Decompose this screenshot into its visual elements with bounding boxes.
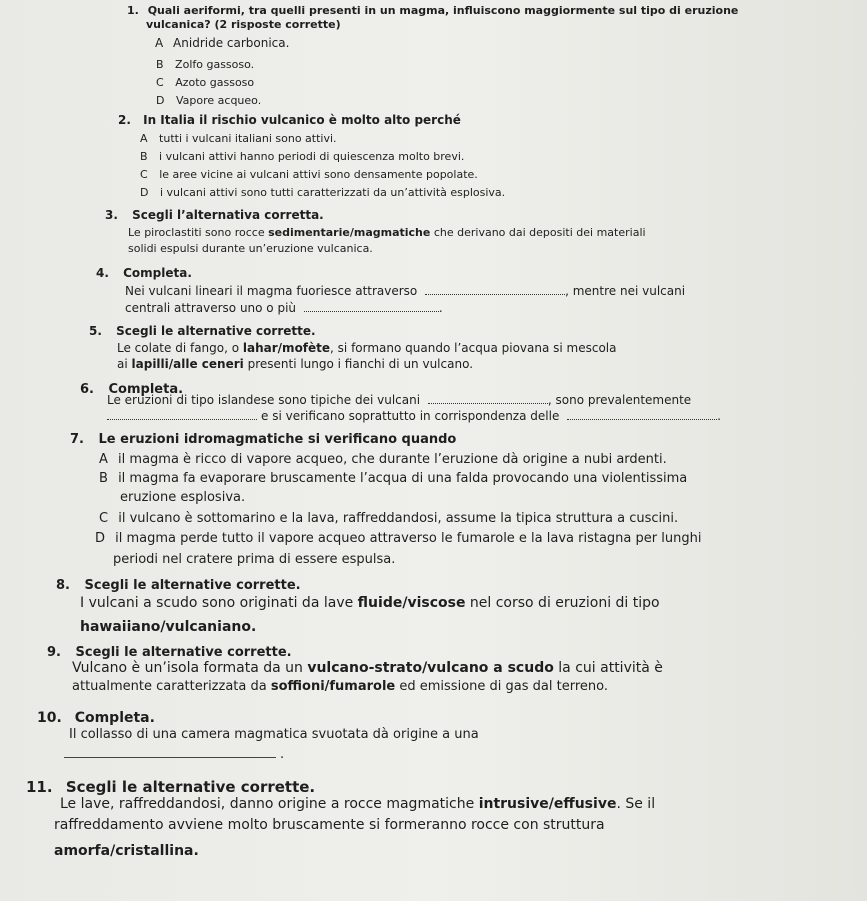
q7-option-b[interactable] <box>99 472 687 485</box>
option-letter: C <box>140 168 148 181</box>
option-letter: C <box>156 76 164 89</box>
q6-text: Completa. <box>108 382 184 397</box>
q9-number: 9. <box>47 645 61 660</box>
q9-body-text: attualmente caratterizzata da <box>72 679 271 694</box>
option-text: i vulcani attivi sono tutti caratterizzati da un’attività esplosiva. <box>159 186 506 199</box>
q6-body-text: e si verificano soprattutto in corrispondenza delle <box>261 409 560 423</box>
q1-option-c[interactable] <box>156 77 254 88</box>
q3-text: Scegli l’alternativa corretta. <box>132 208 324 222</box>
q8-choice-hawaiiano-vulcaniano[interactable]: hawaiiano/vulcaniano. <box>80 619 257 635</box>
q6-body-line1 <box>107 393 691 406</box>
q1-header <box>127 5 738 16</box>
q4-header <box>96 267 192 279</box>
q10-blank[interactable] <box>64 749 276 758</box>
q11-body-text: Le lave, raffreddandosi, danno origine a rocce magmatiche <box>60 796 479 812</box>
q8-header <box>56 579 301 592</box>
q1-option-a[interactable] <box>155 37 289 49</box>
q1-option-b[interactable] <box>156 59 254 70</box>
q4-body-text: Nei vulcani lineari il magma fuoriesce attraverso <box>125 284 418 298</box>
q9-body-text: la cui attività è <box>553 660 663 676</box>
q5-body-text: ai <box>117 357 132 371</box>
q6-body-text: , sono prevalentemente <box>547 393 692 407</box>
q3-body-text: che derivano dai depositi dei materiali <box>430 226 646 239</box>
q3-body-text: Le piroclastiti sono rocce <box>128 226 269 239</box>
q10-body-line1: Il collasso di una camera magmatica svuotata dà origine a una <box>69 727 479 742</box>
q11-number: 11. <box>26 778 53 796</box>
q2-text: In Italia il rischio vulcanico è molto alto perché <box>143 113 461 127</box>
q5-body-line2 <box>117 358 473 370</box>
option-text: il vulcano è sottomarino e la lava, raffreddandosi, assume la tipica struttura a cuscini. <box>118 511 679 526</box>
q6-body-text: Le eruzioni di tipo islandese sono tipiche dei vulcani <box>107 393 421 407</box>
q5-number: 5. <box>89 324 102 338</box>
q7-option-b-line2: eruzione esplosiva. <box>120 490 246 505</box>
q8-text: Scegli le alternative corrette. <box>84 578 301 593</box>
option-text: Azoto gassoso <box>175 76 255 89</box>
q1-text-line2: vulcanica? (2 risposte corrette) <box>146 18 341 31</box>
q2-option-d[interactable] <box>140 187 505 198</box>
q4-body-line1 <box>125 284 685 297</box>
q2-option-a[interactable] <box>140 133 337 144</box>
q11-body-line1 <box>60 797 655 811</box>
q5-choice-lahar-mofete[interactable]: lahar/mofète <box>242 341 331 355</box>
q7-option-c[interactable] <box>99 512 678 525</box>
option-text: il magma è ricco di vapore acqueo, che durante l’eruzione dà origine a nubi ardenti. <box>118 452 667 467</box>
q5-body-text: presenti lungo i fianchi di un vulcano. <box>243 357 474 371</box>
q2-option-b[interactable] <box>140 151 464 162</box>
q11-choice-intrusive-effusive[interactable]: intrusive/effusive <box>478 796 617 812</box>
option-text: il magma perde tutto il vapore acqueo attraverso le fumarole e la lava ristagna per lunghi <box>115 531 702 546</box>
q4-blank-1[interactable] <box>425 284 565 295</box>
option-letter: A <box>140 132 148 145</box>
q7-option-a[interactable] <box>99 453 667 466</box>
q3-body-line2: solidi espulsi durante un’eruzione vulcanica. <box>128 242 373 255</box>
q6-body-text: . <box>717 409 721 423</box>
q4-text: Completa. <box>123 266 192 280</box>
q10-body-text: . <box>280 747 285 762</box>
q5-choice-lapilli-ceneri[interactable]: lapilli/alle ceneri <box>131 357 244 371</box>
q1-number: 1. <box>127 4 139 17</box>
q4-body-text: centrali attraverso uno o più <box>125 301 297 315</box>
q7-option-d[interactable] <box>95 532 701 545</box>
q9-header <box>47 646 292 659</box>
q6-body-line2 <box>107 409 721 422</box>
q11-text: Scegli le alternative corrette. <box>65 778 316 796</box>
q9-body-line2 <box>72 680 608 693</box>
option-letter: B <box>156 58 164 71</box>
q7-number: 7. <box>70 432 84 447</box>
option-letter: B <box>140 150 148 163</box>
q6-number: 6. <box>80 382 94 397</box>
option-text: i vulcani attivi hanno periodi di quiescenza molto brevi. <box>159 150 465 163</box>
q3-number: 3. <box>105 208 118 222</box>
q2-number: 2. <box>118 113 131 127</box>
q8-body-text: I vulcani a scudo sono originati da lave <box>80 595 358 611</box>
q11-choice-amorfa-cristallina[interactable]: amorfa/cristallina. <box>54 843 199 859</box>
q7-header <box>70 433 456 446</box>
q5-body-line1 <box>117 342 617 354</box>
q1-option-d[interactable] <box>156 95 261 106</box>
q5-body-text: , si formano quando l’acqua piovana si mescola <box>330 341 617 355</box>
q9-text: Scegli le alternative corrette. <box>75 645 292 660</box>
q4-body-line2 <box>125 301 443 314</box>
q11-body-line2: raffreddamento avviene molto bruscamente si formeranno rocce con struttura <box>54 817 605 833</box>
q10-header <box>37 711 155 725</box>
option-letter: D <box>95 531 106 546</box>
q8-body-text: nel corso di eruzioni di tipo <box>465 595 660 611</box>
q4-blank-2[interactable] <box>304 301 439 312</box>
q8-number: 8. <box>56 578 70 593</box>
q3-header <box>105 209 324 221</box>
q9-body-line1 <box>72 661 663 675</box>
q5-header <box>89 325 316 337</box>
q4-body-text: . <box>438 301 443 315</box>
q5-text: Scegli le alternative corrette. <box>116 324 316 338</box>
option-letter: D <box>156 94 165 107</box>
q8-body-line1 <box>80 596 660 610</box>
q11-header <box>26 780 315 795</box>
q4-number: 4. <box>96 266 109 280</box>
option-letter: C <box>99 511 109 526</box>
q1-text-line1: Quali aeriformi, tra quelli presenti in un magma, influiscono maggiormente sul tipo di eruzione <box>147 4 739 17</box>
q2-option-c[interactable] <box>140 169 478 180</box>
q7-text: Le eruzioni idromagmatiche si verificano quando <box>98 432 457 447</box>
option-letter: D <box>140 186 149 199</box>
q10-number: 10. <box>37 710 62 726</box>
option-letter: A <box>99 452 108 467</box>
q3-body-line1 <box>128 227 646 238</box>
q6-blank-1[interactable] <box>428 393 548 404</box>
q5-body-text: Le colate di fango, o <box>117 341 243 355</box>
q9-body-text: ed emissione di gas dal terreno. <box>395 679 608 694</box>
q3-choice-sedimentarie-magmatiche[interactable]: sedimentarie/magmatiche <box>268 226 431 239</box>
q8-choice-fluide-viscose[interactable]: fluide/viscose <box>357 595 466 611</box>
option-text: Anidride carbonica. <box>173 36 290 50</box>
option-text: Zolfo gassoso. <box>175 58 255 71</box>
option-letter: A <box>155 36 164 50</box>
q10-body-line2 <box>64 748 284 761</box>
option-text: le aree vicine ai vulcani attivi sono densamente popolate. <box>159 168 478 181</box>
q6-blank-3[interactable] <box>567 409 717 420</box>
option-text: il magma fa evaporare bruscamente l’acqua di una falda provocando una violentissima <box>118 471 688 486</box>
q9-choice-vulcano-strato-scudo[interactable]: vulcano-strato/vulcano a scudo <box>307 660 554 676</box>
option-text: tutti i vulcani italiani sono attivi. <box>159 132 337 145</box>
q6-blank-2[interactable] <box>107 409 257 420</box>
q10-text: Completa. <box>74 710 155 726</box>
q11-body-text: . Se il <box>616 796 656 812</box>
q9-choice-soffioni-fumarole[interactable]: soffioni/fumarole <box>270 679 396 694</box>
q7-option-d-line2: periodi nel cratere prima di essere espulsa. <box>113 552 396 567</box>
option-text: Vapore acqueo. <box>175 94 262 107</box>
q4-body-text: , mentre nei vulcani <box>565 284 686 298</box>
option-letter: B <box>99 471 108 486</box>
q2-header <box>118 114 461 126</box>
q9-body-text: Vulcano è un’isola formata da un <box>72 660 308 676</box>
